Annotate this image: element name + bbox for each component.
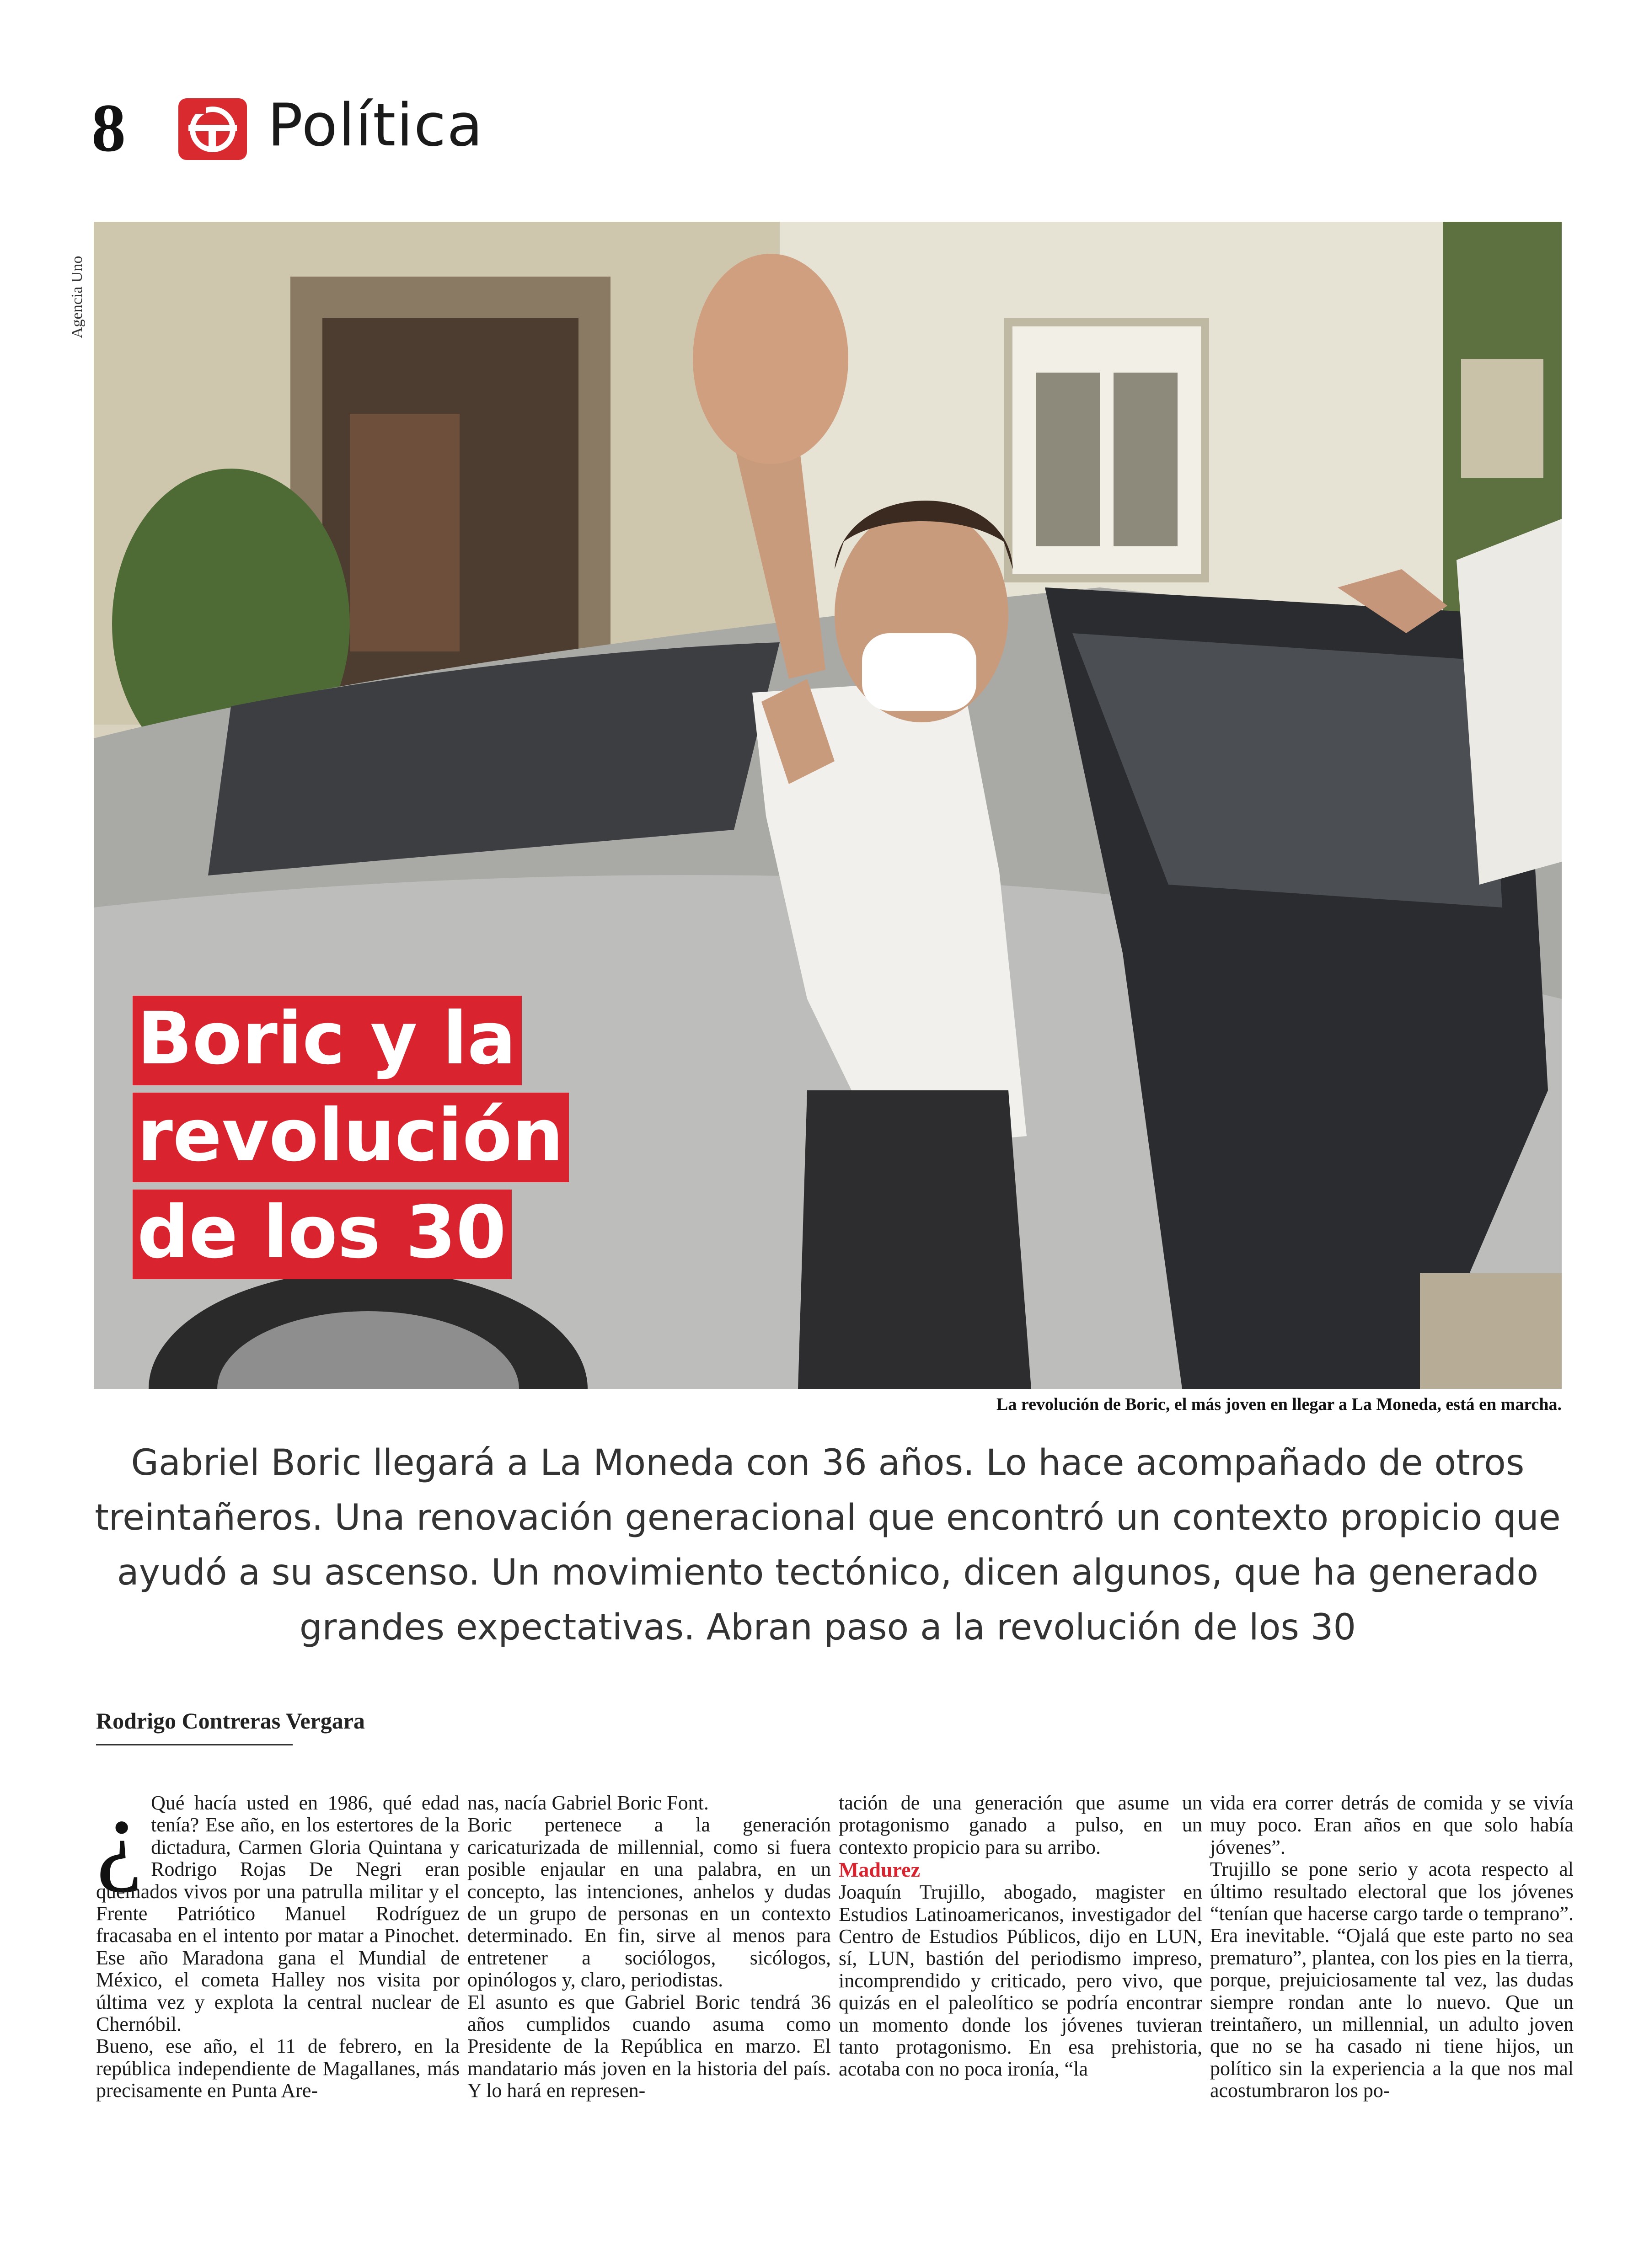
headline bbox=[133, 996, 569, 1286]
byline: Rodrigo Contreras Vergara bbox=[96, 1708, 365, 1734]
page-number: 8 bbox=[91, 90, 126, 166]
photo-credit: Agencia Uno bbox=[69, 256, 86, 338]
body-paragraph: Bueno, ese año, el 11 de febrero, en la república independiente de Magallanes, más precisamente en Punta Are- bbox=[96, 2035, 460, 2102]
body-paragraph: Trujillo se pone serio y acota respecto al último resultado electoral que los jóvenes “tenían que hacerse cargo tarde o temprano”. Era inevitable. “Ojalá que este parto no sea prematuro”, plantea, con los pies en la tierra, porque, prejuiciosamente tal vez, las dudas siempre rondan ante lo nuevo. Que un treintañero, un millennial, un adulto joven que no se ha casado ni tiene hijos, un político sin la experiencia a la que nos mal acostumbraron los po- bbox=[1210, 1858, 1574, 2102]
body-column-3 bbox=[839, 1792, 1202, 2081]
headline-line-2: revolución bbox=[133, 1093, 569, 1182]
section-title: Política bbox=[268, 91, 484, 160]
photo-caption: La revolución de Boric, el más joven en llegar a La Moneda, está en marcha. bbox=[996, 1395, 1562, 1414]
body-column-4 bbox=[1210, 1792, 1574, 2102]
article-lead: Gabriel Boric llegará a La Moneda con 36 años. Lo hace acompañado de otros treintañeros. Una renovación generacional que encontró un contexto propicio que ayudó a su ascenso. Un movimiento tectónico, dicen algunos, que ha generado grandes expectativas. Abran paso a la revolución de los 30 bbox=[95, 1442, 1561, 1648]
body-column-2 bbox=[467, 1792, 831, 2102]
drop-cap: ¿ bbox=[96, 1777, 143, 1894]
body-subhead: Madurez bbox=[839, 1858, 921, 1882]
headline-line-3: de los 30 bbox=[133, 1190, 512, 1279]
body-paragraph: Joaquín Trujillo, abogado, magister en Estudios Latinoamericanos, investigador del Centro de Estudios Públicos, dijo en LUN, sí, LUN, bastión del periodismo impreso, incomprendido y criticado, pero vivo, que quizás en el paleolítico se podría encontrar un momento donde los jóvenes tuvieran tanto protagonismo. En esa prehistoria, acotaba con no poca ironía, “la bbox=[839, 1881, 1202, 2081]
body-paragraph: El asunto es que Gabriel Boric tendrá 36 años cumplidos cuando asuma como Presidente de la República en marzo. El mandatario más joven en la historia del país. Y lo hará en represen- bbox=[467, 1991, 831, 2102]
byline-divider bbox=[96, 1744, 293, 1745]
body-column-1 bbox=[96, 1777, 460, 2102]
body-paragraph: tación de una generación que asume un protagonismo ganado a pulso, en un contexto propicio para su arribo. bbox=[839, 1792, 1202, 1858]
body-paragraph: Qué hacía usted en 1986, qué edad tenía? Ese año, en los estertores de la dictadura, Carmen Gloria Quintana y Rodrigo Rojas De Negri eran quemados vivos por una patrulla militar y el Frente Patriótico Manuel Rodríguez fracasaba en el intento por matar a Pinochet. Ese año Maradona gana el Mundial de México, el cometa Halley nos visita por última vez y explota la central nuclear de Chernóbil. bbox=[96, 1792, 460, 2036]
body-paragraph: Boric pertenece a la generación caricaturizada de millennial, como si fuera posible enjaular en una palabra, en un concepto, las intenciones, anhelos y dudas de un grupo de personas en un contexto determinado. En fin, sirve al menos para entretener a sociólogos, sicólogos, opinólogos y, claro, periodistas. bbox=[467, 1814, 831, 1991]
body-paragraph: vida era correr detrás de comida y se vivía muy poco. Eran años en que solo había jóvenes”. bbox=[1210, 1792, 1574, 1858]
body-paragraph: nas, nacía Gabriel Boric Font. bbox=[467, 1792, 709, 1814]
headline-line-1: Boric y la bbox=[133, 996, 522, 1085]
newspaper-logo-icon bbox=[178, 98, 247, 160]
